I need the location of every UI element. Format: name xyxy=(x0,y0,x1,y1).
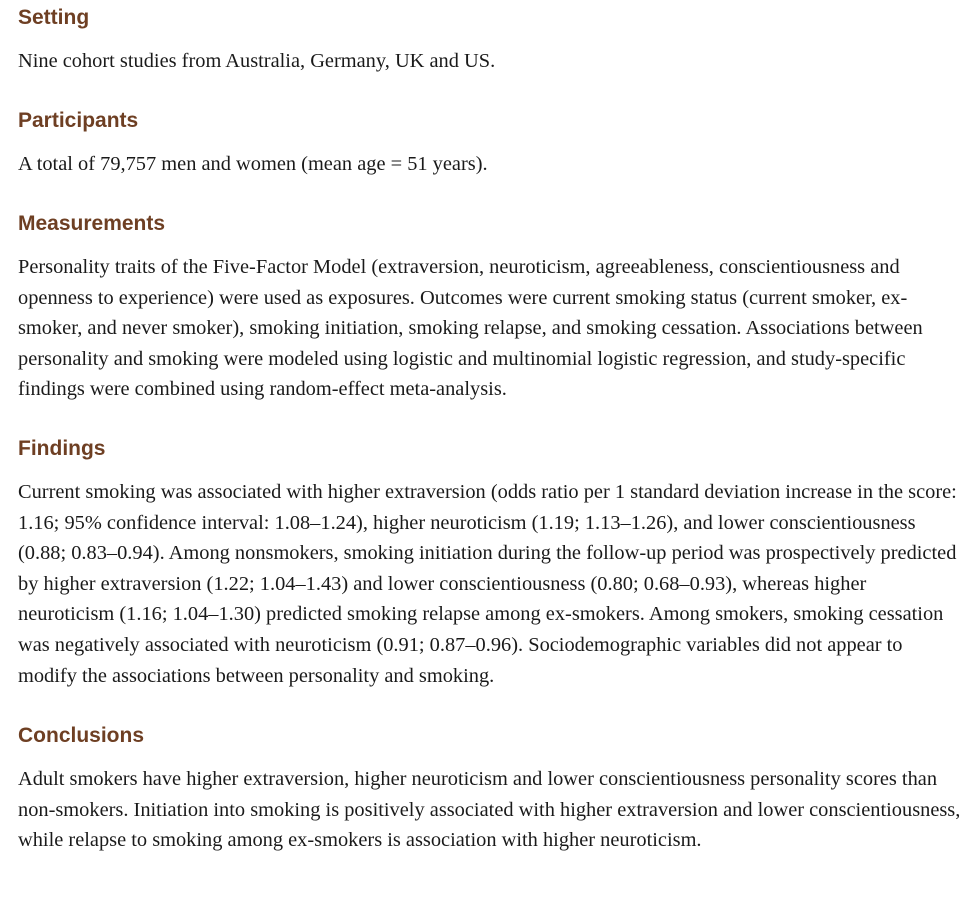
conclusions-text: Adult smokers have higher extraversion, higher neuroticism and lower conscientiousness personality scores than non-smokers. Initiation into smoking is positively associated with higher extraversion and lower conscientiousness, while relapse to smoking among ex-smokers is association with higher neuroticism. xyxy=(18,768,961,852)
measurements-section xyxy=(18,206,964,405)
participants-heading: Participants xyxy=(18,109,139,132)
setting-heading: Setting xyxy=(18,6,90,29)
findings-heading: Findings xyxy=(18,437,106,460)
conclusions-section xyxy=(18,718,964,856)
findings-section xyxy=(18,431,964,691)
findings-text: Current smoking was associated with higher extraversion (odds ratio per 1 standard deviation increase in the score: 1.16; 95% confidence interval: 1.08–1.24), higher neuroticism (1.19; 1.13–1.26), and lower conscientiousness (0.88; 0.83–0.94). Among nonsmokers, smoking initiation during the follow-up period was prospectively predicted by higher extraversion (1.22; 1.04–1.43) and lower conscientiousness (0.80; 0.68–0.93), whereas higher neuroticism (1.16; 1.04–1.30) predicted smoking relapse among ex-smokers. Among smokers, smoking cessation was negatively associated with neuroticism (0.91; 0.87–0.96). Sociodemographic variables did not appear to modify the associations between personality and smoking. xyxy=(18,481,957,687)
participants-text: A total of 79,757 men and women (mean age = 51 years). xyxy=(18,153,488,175)
participants-section xyxy=(18,103,488,180)
setting-section xyxy=(18,0,495,77)
conclusions-heading: Conclusions xyxy=(18,724,145,747)
measurements-text: Personality traits of the Five-Factor Model (extraversion, neuroticism, agreeableness, conscientiousness and openness to experience) were used as exposures. Outcomes were current smoking status (current smoker, ex-smoker, and never smoker), smoking initiation, smoking relapse, and smoking cessation. Associations between personality and smoking were modeled using logistic and multinomial logistic regression, and study-specific findings were combined using random-effect meta-analysis. xyxy=(18,256,923,401)
setting-text: Nine cohort studies from Australia, Germany, UK and US. xyxy=(18,50,496,72)
measurements-heading: Measurements xyxy=(18,212,166,235)
